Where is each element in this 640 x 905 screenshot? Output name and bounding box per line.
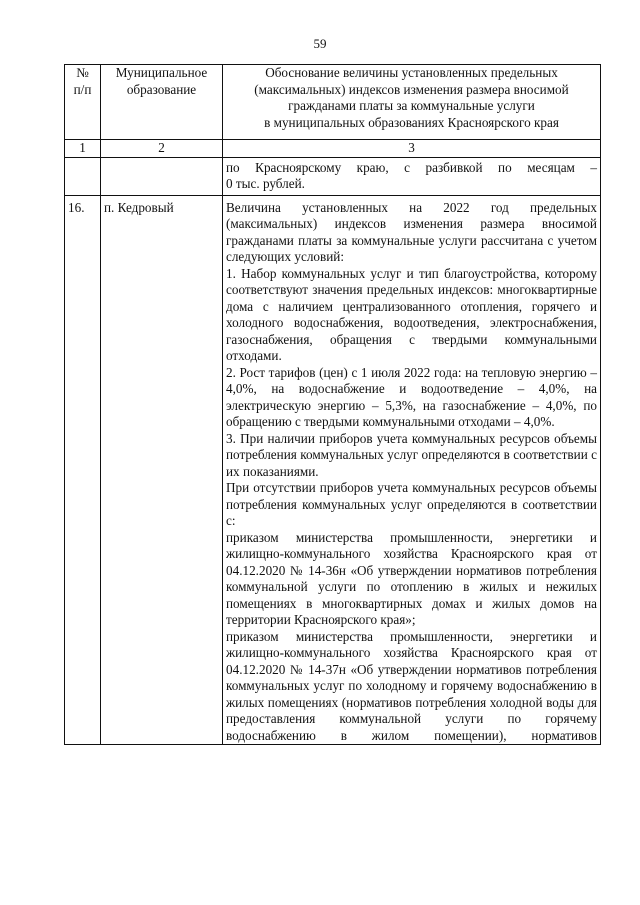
header-justification: Обоснование величины установленных предельных (максимальных) индексов изменения размера вносимой гражданами платы за коммунальные услуги в муниципальных образованиях Красноярского края: [223, 65, 601, 140]
paragraph-item-3: 3. При наличии приборов учета коммунальных ресурсов объемы потребления коммунальных услуг определяются в соответствии с их показаниями.: [226, 430, 597, 479]
column-number-2: 2: [101, 140, 223, 158]
continuation-cell: [223, 157, 601, 195]
indices-table: [64, 64, 601, 745]
paragraph-order-14-37n: приказом министерства промышленности, энергетики и жилищно-коммунального хозяйства Красноярского края от 04.12.2020 № 14-37н «Об утверждении нормативов потребления коммунальных услуг по холодному и горячему водоснабжению в жилых помещениях (нормативов потребления холодной воды для предоставления коммунальной услуги по горячему водоснабжению в жилом помещении), нормативов: [226, 628, 597, 743]
table-header-row: [65, 65, 601, 140]
justification-cell: [223, 195, 601, 745]
continuation-line-2: 0 тыс. рублей.: [226, 176, 305, 191]
paragraph-order-14-36n: приказом министерства промышленности, энергетики и жилищно-коммунального хозяйства Красноярского края от 04.12.2020 № 14-36н «Об утверждении нормативов потребления коммунальной услуги по отоплению в жилых и нежилых помещениях в многоквартирных домах и жилых домов на территории Красноярского края»;: [226, 529, 597, 627]
row-number: 16.: [65, 195, 101, 745]
header-number: № п/п: [65, 65, 101, 140]
column-number-1: 1: [65, 140, 101, 158]
header-municipality: Муниципальное образование: [101, 65, 223, 140]
column-number-3: 3: [223, 140, 601, 158]
table-row: [65, 195, 601, 745]
paragraph-no-meters: При отсутствии приборов учета коммунальных ресурсов объемы потребления коммунальных услуг определяются в соответствии с:: [226, 480, 597, 528]
continuation-line-1: по Красноярскому краю, с разбивкой по месяцам –: [226, 159, 597, 175]
paragraph-item-2: 2. Рост тарифов (цен) с 1 июля 2022 года: на тепловую энергию – 4,0%, на водоснабжение и водоотведение – 4,0%, на электрическую энергию – 5,3%, на газоснабжение – 4,0%, по обращению с твердыми коммунальными отходами – 4,0%.: [226, 364, 597, 429]
paragraph-item-1: 1. Набор коммунальных услуг и тип благоустройства, которому соответствуют значения предельных индексов: многоквартирные дома с наличием централизованного отопления, горячего и холодного водоснабжения, водоотведения, электроснабжения, газоснабжения, обращения с твердыми коммунальными отходами.: [226, 265, 597, 363]
paragraph-intro: Величина установленных на 2022 год предельных (максимальных) индексов изменения размера вносимой гражданами платы за коммунальные услуги рассчитана с учетом следующих условий:: [226, 199, 597, 264]
page-number: 59: [313, 36, 327, 51]
column-numbers-row: [65, 140, 601, 158]
municipality-name: п. Кедровый: [101, 195, 223, 745]
continuation-row: [65, 157, 601, 195]
